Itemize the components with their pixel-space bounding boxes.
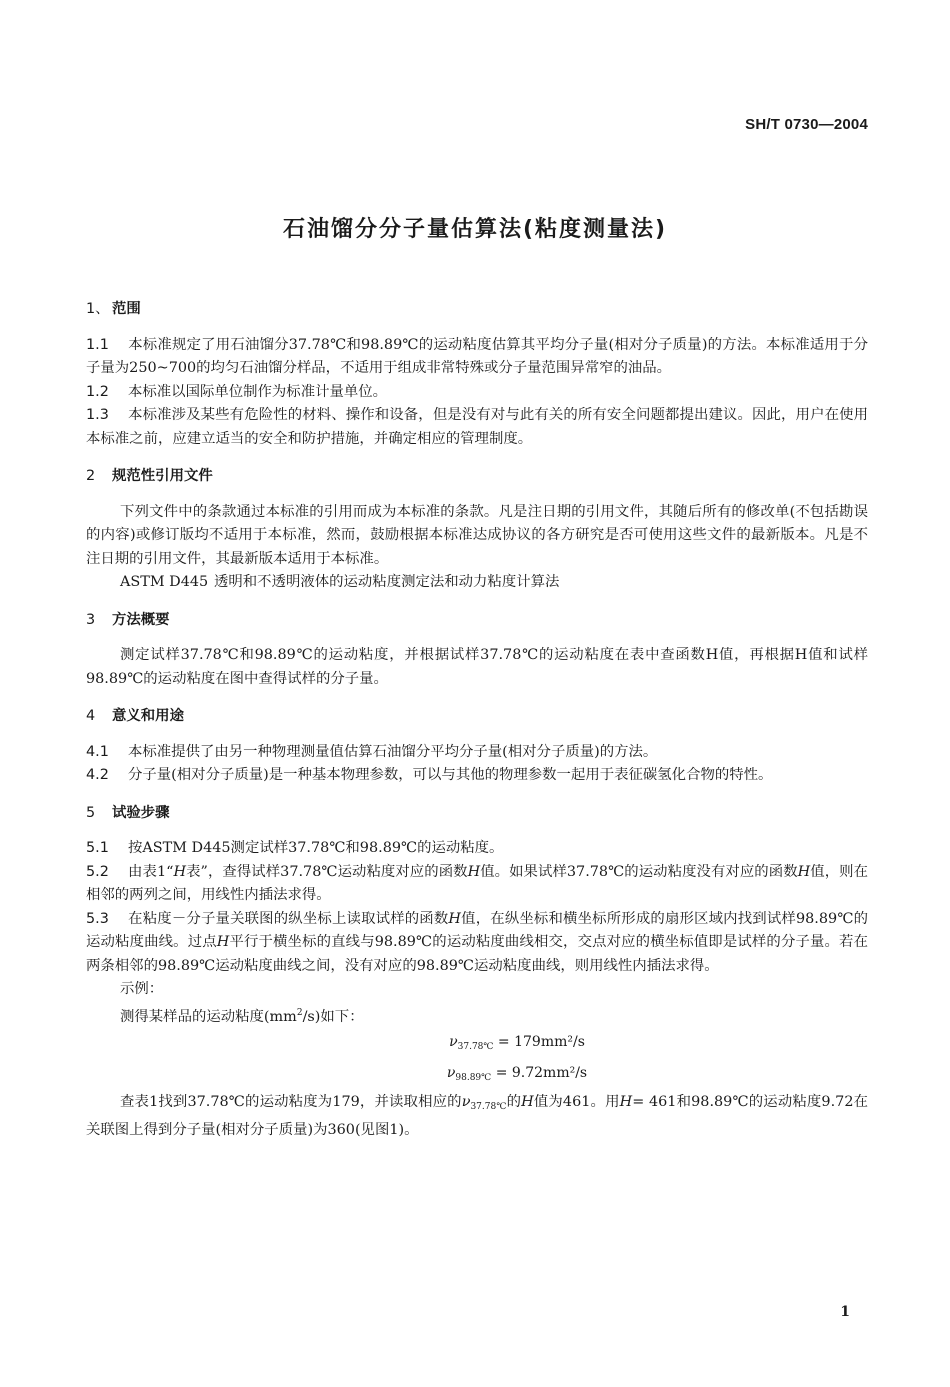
h-symbol: H bbox=[521, 1093, 534, 1110]
clause-text: 本标准规定了用石油馏分37.78℃和98.89℃的运动粘度估算其平均分子量(相对分子质量)的方法。本标准适用于分子量为250~700的均匀石油馏分样品，不适用于组成非常特殊或分子量范围异常窄的油品。 bbox=[86, 336, 868, 376]
section-number: 3 bbox=[86, 611, 96, 628]
reference-code: ASTM D445 bbox=[120, 574, 209, 590]
section-number: 4 bbox=[86, 708, 96, 724]
formula-subscript: 37.78℃ bbox=[470, 1101, 507, 1112]
clause-4-2 bbox=[86, 764, 868, 788]
formula-value: = 179mm²/s bbox=[497, 1033, 585, 1050]
formula-viscosity-37 bbox=[86, 1029, 868, 1060]
formula-subscript: 98.89℃ bbox=[455, 1072, 492, 1083]
clause-1-2 bbox=[86, 381, 868, 405]
document-title: 石油馏分分子量估算法(粘度测量法) bbox=[282, 217, 668, 242]
section-title: 范围 bbox=[112, 301, 141, 317]
section-number: 2 bbox=[86, 468, 96, 484]
example-text: = 461和98.89℃的运动粘度9.72在关联图上得到分子量(相对分子质量)为360(见图1)。 bbox=[86, 1093, 869, 1139]
section-title: 方法概要 bbox=[112, 611, 170, 628]
clause-text: 值，则在相邻的两列之间，用线性内插法求得。 bbox=[86, 863, 868, 903]
page-number: 1 bbox=[840, 1304, 850, 1320]
example-text: /s)如下： bbox=[302, 1008, 364, 1025]
superscript: 2 bbox=[296, 1007, 303, 1018]
section-3-heading bbox=[86, 609, 868, 633]
example-conclusion bbox=[86, 1091, 868, 1143]
section-2-paragraph: 下列文件中的条款通过本标准的引用而成为本标准的条款。凡是注日期的引用文件，其随后所有的修改单(不包括勘误的内容)或修订版均不适用于本标准，然而，鼓励根据本标准达成协议的各方研究是否可使用这些文件的最新版本。凡是不注日期的引用文件，其最新版本适用于本标准。 bbox=[86, 503, 868, 567]
clause-number: 1.3 bbox=[86, 407, 109, 423]
clause-number: 1.1 bbox=[86, 336, 109, 353]
h-symbol: H bbox=[467, 863, 481, 880]
clause-text: 表”，查得试样37.78℃运动粘度对应的函数 bbox=[186, 863, 468, 880]
clause-text: 本标准以国际单位制作为标准计量单位。 bbox=[128, 383, 388, 400]
section-number: 1、 bbox=[86, 301, 110, 317]
document-body bbox=[86, 290, 868, 1143]
section-1-heading bbox=[86, 298, 868, 322]
section-2-heading bbox=[86, 465, 868, 489]
clause-number: 5.1 bbox=[86, 840, 109, 856]
clause-1-3 bbox=[86, 404, 868, 451]
h-symbol: H bbox=[797, 863, 811, 880]
h-symbol: H bbox=[448, 910, 461, 927]
clause-text: 值。如果试样37.78℃的运动粘度没有对应的函数 bbox=[480, 863, 798, 880]
example-intro bbox=[86, 1002, 868, 1029]
clause-5-1 bbox=[86, 837, 868, 861]
clause-text: 在粘度－分子量关联图的纵坐标上读取试样的函数 bbox=[128, 910, 449, 927]
nu-symbol: ν bbox=[461, 1093, 471, 1110]
normative-reference bbox=[86, 571, 868, 595]
clause-number: 4.2 bbox=[86, 767, 109, 783]
clause-text: 值，在纵坐标和横坐标所形成的扇形区域内找到试样98.89℃的运动粘度曲线。过点 bbox=[86, 910, 868, 950]
example-text: 测得某样品的运动粘度(mm bbox=[120, 1008, 297, 1025]
formula-value: = 9.72mm²/s bbox=[495, 1064, 588, 1081]
clause-number: 5.3 bbox=[86, 910, 109, 927]
reference-title: 透明和不透明液体的运动粘度测定法和动力粘度计算法 bbox=[214, 574, 560, 590]
example-text: 的 bbox=[506, 1093, 522, 1110]
clause-1-1 bbox=[86, 334, 868, 381]
clause-number: 5.2 bbox=[86, 863, 109, 880]
formula-subscript: 37.78℃ bbox=[457, 1041, 494, 1052]
section-title: 规范性引用文件 bbox=[112, 468, 213, 484]
h-symbol: H bbox=[216, 934, 230, 950]
clause-4-1 bbox=[86, 741, 868, 765]
clause-number: 1.2 bbox=[86, 383, 109, 400]
nu-symbol: ν bbox=[446, 1064, 456, 1081]
clause-text: 本标准提供了由另一种物理测量值估算石油馏分平均分子量(相对分子质量)的方法。 bbox=[128, 743, 658, 760]
section-4-heading bbox=[86, 705, 868, 729]
clause-number: 4.1 bbox=[86, 743, 109, 760]
clause-text: 本标准涉及某些有危险性的材料、操作和设备，但是没有对与此有关的所有安全问题都提出建议。因此，用户在使用本标准之前，应建立适当的安全和防护措施，并确定相应的管理制度。 bbox=[86, 407, 868, 447]
section-5-heading bbox=[86, 802, 868, 826]
clause-text: 按ASTM D445测定试样37.78℃和98.89℃的运动粘度。 bbox=[128, 840, 504, 856]
h-symbol: H bbox=[173, 863, 187, 880]
section-title: 意义和用途 bbox=[112, 708, 184, 724]
clause-text: 分子量(相对分子质量)是一种基本物理参数，可以与其他的物理参数一起用于表征碳氢化合物的特性。 bbox=[128, 767, 773, 783]
section-3-paragraph: 测定试样37.78℃和98.89℃的运动粘度，并根据试样37.78℃的运动粘度在表中查函数H值，再根据H值和试样98.89℃的运动粘度在图中查得试样的分子量。 bbox=[86, 647, 868, 687]
section-number: 5 bbox=[86, 804, 96, 821]
h-symbol: H bbox=[619, 1093, 633, 1110]
standard-code: SH/T 0730—2004 bbox=[745, 116, 868, 133]
formula-viscosity-98 bbox=[86, 1060, 868, 1091]
clause-text: 由表1“ bbox=[128, 863, 174, 880]
example-text: 查表1找到37.78℃的运动粘度为179，并读取相应的 bbox=[120, 1093, 462, 1110]
example-label: 示例： bbox=[120, 981, 164, 997]
example-text: 值为461。用 bbox=[533, 1093, 620, 1110]
clause-5-2 bbox=[86, 861, 868, 908]
clause-text: 平行于横坐标的直线与98.89℃的运动粘度曲线相交，交点对应的横坐标值即是试样的分子量。若在两条相邻的98.89℃运动粘度曲线之间，没有对应的98.89℃运动粘度曲线，则用线性内插法求得。 bbox=[86, 934, 868, 974]
nu-symbol: ν bbox=[449, 1033, 458, 1050]
section-title: 试验步骤 bbox=[112, 804, 170, 821]
clause-5-3 bbox=[86, 908, 868, 979]
